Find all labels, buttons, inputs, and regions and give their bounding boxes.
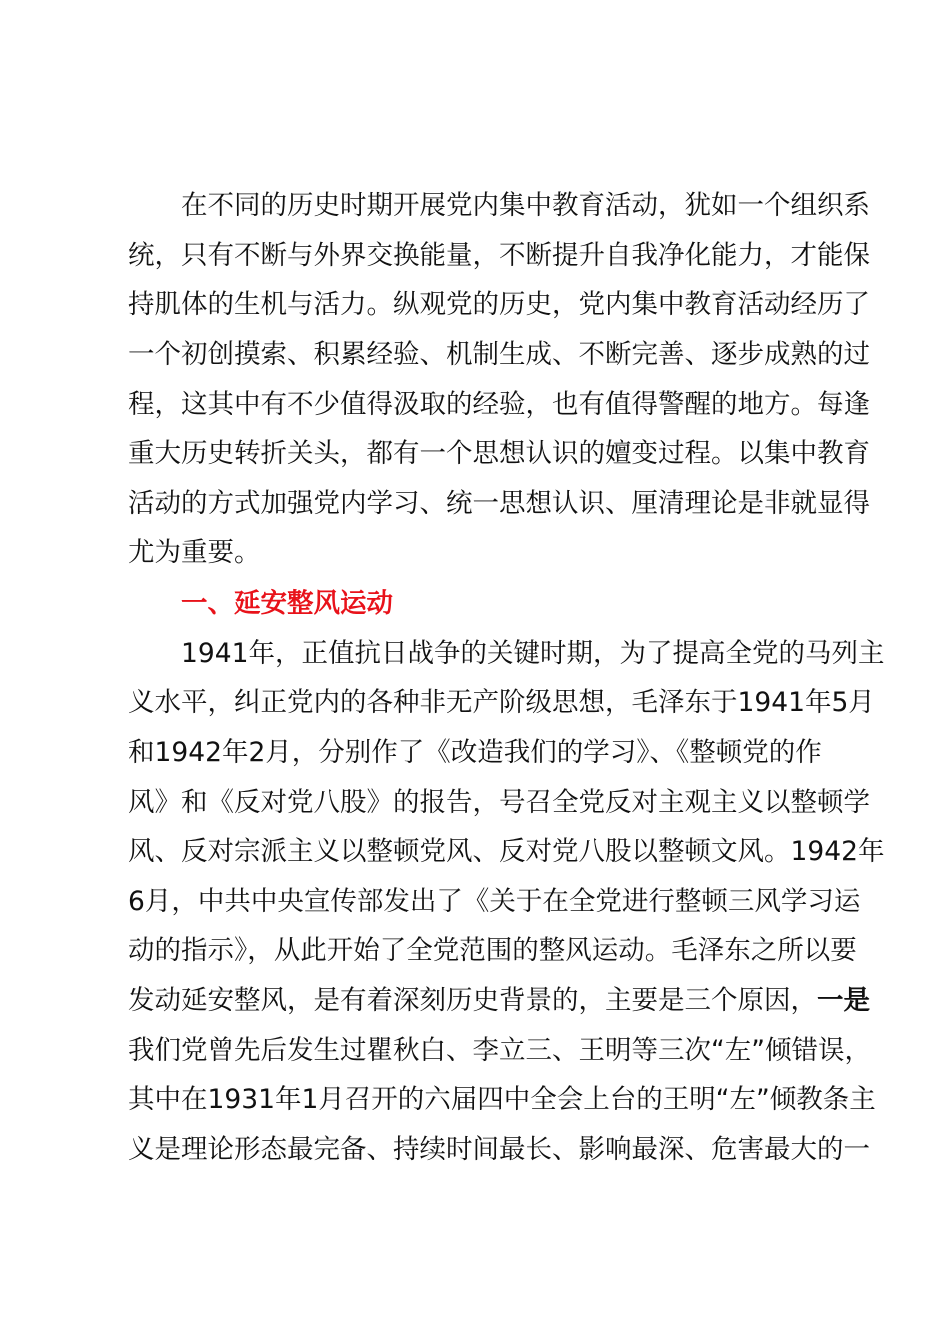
paragraph-2-bold-marker: 一是 bbox=[817, 985, 870, 1016]
paragraph-2-line-3: 和1942年2月，分别作了《改造我们的学习》、《整顿党的作 bbox=[128, 737, 822, 768]
paragraph-2-line-10: 其中在1931年1月召开的六届四中全会上台的王明“左”倾教条主 bbox=[128, 1084, 876, 1115]
paragraph-2-line-8 bbox=[128, 976, 870, 1026]
paragraph-1-line-3: 持肌体的生机与活力。纵观党的历史，党内集中教育活动经历了 bbox=[128, 289, 870, 320]
paragraph-1-line-2: 统，只有不断与外界交换能量，不断提升自我净化能力，才能保 bbox=[128, 240, 870, 271]
paragraph-1-line-5: 程，这其中有不少值得汲取的经验，也有值得警醒的地方。每逢 bbox=[128, 389, 870, 420]
paragraph-2-line-1: 1941年，正值抗日战争的关键时期，为了提高全党的马列主 bbox=[181, 638, 885, 669]
paragraph-2-line-7: 动的指示》，从此开始了全党范围的整风运动。毛泽东之所以要 bbox=[128, 935, 857, 966]
paragraph-2-line-9: 我们党曾先后发生过瞿秋白、李立三、王明等三次“左”倾错误， bbox=[128, 1035, 871, 1066]
paragraph-2-line-11: 义是理论形态最完备、持续时间最长、影响最深、危害最大的一 bbox=[128, 1134, 870, 1165]
paragraph-2-line-4: 风》和《反对党八股》的报告，号召全党反对主观主义以整顿学 bbox=[128, 787, 870, 818]
paragraph-2-line-2: 义水平，纠正党内的各种非无产阶级思想，毛泽东于1941年5月 bbox=[128, 687, 875, 718]
paragraph-2-line-5: 风、反对宗派主义以整顿党风、反对党八股以整顿文风。1942年 bbox=[128, 836, 885, 867]
paragraph-2-line-8-text: 发动延安整风，是有着深刻历史背景的，主要是三个原因， bbox=[128, 985, 817, 1016]
paragraph-2-line-6: 6月，中共中央宣传部发出了《关于在全党进行整顿三风学习运 bbox=[128, 886, 861, 917]
paragraph-1-line-7: 活动的方式加强党内学习、统一思想认识、厘清理论是非就显得 bbox=[128, 488, 870, 519]
section-heading: 一、延安整风运动 bbox=[181, 588, 393, 619]
paragraph-1-line-1: 在不同的历史时期开展党内集中教育活动，犹如一个组织系 bbox=[181, 190, 870, 221]
paragraph-1-line-4: 一个初创摸索、积累经验、机制生成、不断完善、逐步成熟的过 bbox=[128, 339, 870, 370]
paragraph-1-line-6: 重大历史转折关头，都有一个思想认识的嬗变过程。以集中教育 bbox=[128, 438, 870, 469]
paragraph-1-line-8: 尤为重要。 bbox=[128, 537, 261, 568]
